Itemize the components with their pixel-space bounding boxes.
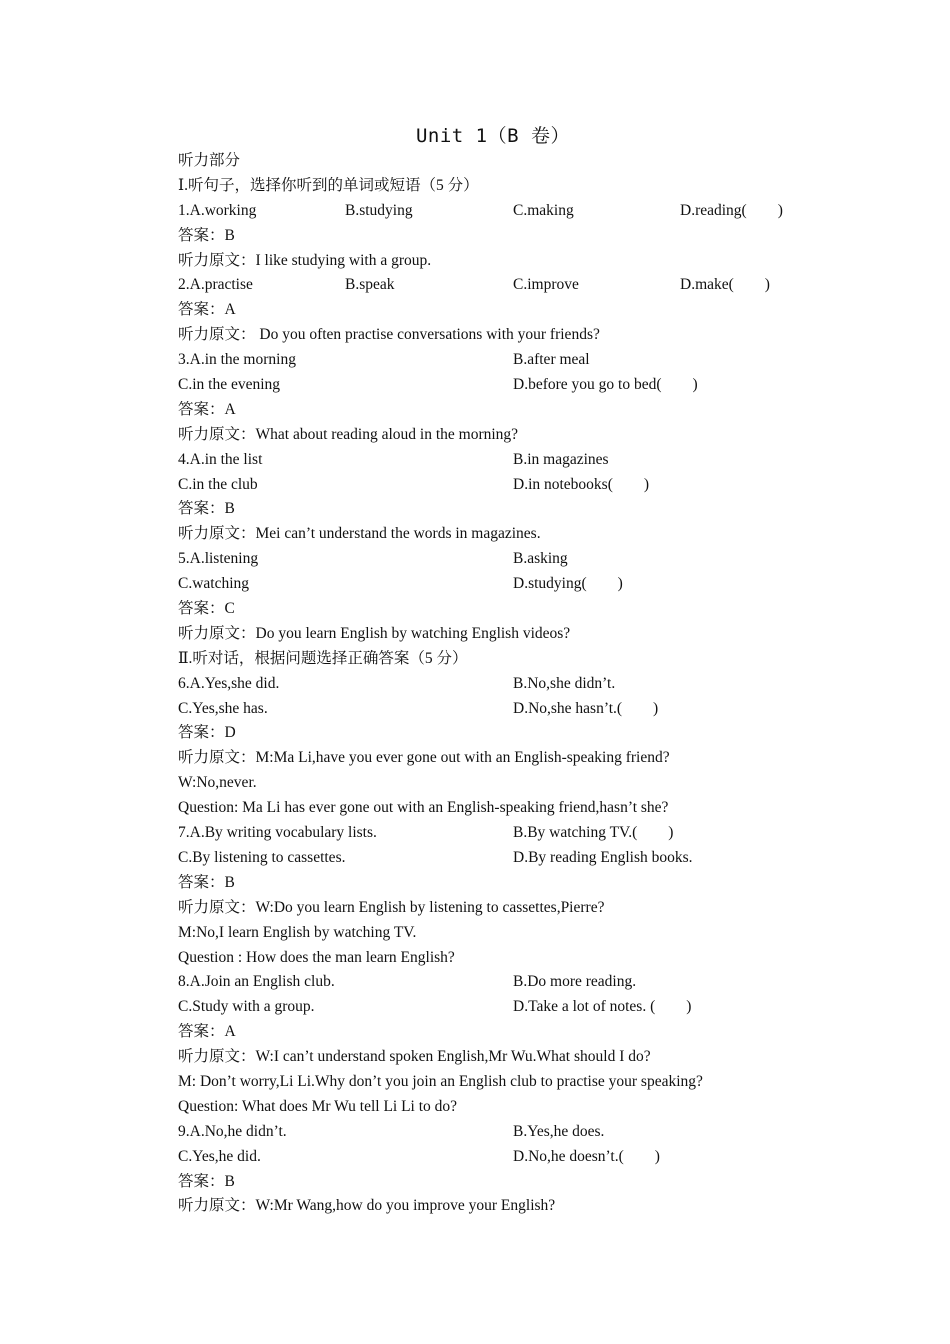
option-text: B.asking (513, 550, 568, 568)
document-line (178, 174, 858, 199)
line-text: 听力原文：W:I can’t understand spoken English,Mr Wu.What should I do? (178, 1048, 651, 1066)
page-title: Unit 1（B 卷） (415, 125, 570, 147)
option-text: 8.A.Join an English club. (178, 973, 335, 991)
document-line (178, 273, 858, 298)
option-text: 4.A.in the list (178, 450, 263, 468)
option-text: 3.A.in the morning (178, 351, 296, 369)
document-line (178, 1045, 858, 1070)
document-line (178, 921, 858, 946)
option-text: 6.A.Yes,she did. (178, 674, 280, 692)
document-line (178, 721, 858, 746)
document-line (178, 398, 858, 423)
line-text: 答案：B (178, 500, 235, 518)
document-line (178, 970, 858, 995)
line-text: Question: What does Mr Wu tell Li Li to do? (178, 1097, 458, 1115)
document-line (178, 448, 858, 473)
document-line (178, 597, 858, 622)
document-line (178, 1020, 858, 1045)
option-text: D.studying( ) (513, 575, 623, 593)
document-line (178, 1194, 858, 1219)
line-text: W:No,never. (178, 774, 257, 792)
option-text: C.in the club (178, 475, 258, 493)
option-text: B.Yes,he does. (513, 1122, 605, 1140)
option-text: 2.A.practise (178, 276, 253, 294)
option-text: D.No,he doesn’t.( ) (513, 1147, 660, 1165)
option-text: 9.A.No,he didn’t. (178, 1122, 287, 1140)
document-line (178, 224, 858, 249)
line-text: 听力原文：M:Ma Li,have you ever gone out with an English-speaking friend? (178, 749, 670, 767)
document-line (178, 647, 858, 672)
line-text: 听力部分 (178, 152, 241, 169)
line-text: 答案：A (178, 400, 236, 418)
line-text: 听力原文：Mei can’t understand the words in magazines. (178, 525, 541, 543)
document-line (178, 373, 858, 398)
option-text: C.Yes,he did. (178, 1147, 261, 1165)
line-text: 答案：B (178, 226, 235, 244)
document-line (178, 1170, 858, 1195)
line-text: Question : How does the man learn English? (178, 948, 455, 966)
document-line (178, 1095, 858, 1120)
document-line (178, 1070, 858, 1095)
option-text: D.make( ) (680, 276, 770, 294)
line-text: 听力原文：W:Mr Wang,how do you improve your English? (178, 1197, 556, 1215)
document-line (178, 1120, 858, 1145)
document-line (178, 149, 858, 174)
option-text: C.in the evening (178, 376, 281, 394)
option-text: B.after meal (513, 351, 590, 369)
option-text: C.Study with a group. (178, 998, 315, 1016)
document-line (178, 348, 858, 373)
line-text: 听力原文：Do you learn English by watching English videos? (178, 624, 571, 642)
document-line (178, 622, 858, 647)
line-text: 听力原文：I like studying with a group. (178, 251, 432, 269)
option-text: D.Take a lot of notes. ( ) (513, 998, 692, 1016)
document-line (178, 771, 858, 796)
option-text: 1.A.working (178, 201, 257, 219)
document-line (178, 423, 858, 448)
line-text: 答案：C (178, 600, 235, 618)
document-body (178, 149, 858, 1219)
option-text: B.studying (345, 201, 413, 219)
line-text: 答案：A (178, 301, 236, 319)
document-line (178, 547, 858, 572)
line-text: 听力原文： Do you often practise conversations with your friends? (178, 326, 600, 344)
option-text: B.in magazines (513, 450, 609, 468)
option-text: B.speak (345, 276, 395, 294)
document-line (178, 946, 858, 971)
option-text: D.No,she hasn’t.( ) (513, 699, 659, 717)
line-text: 答案：B (178, 1172, 235, 1190)
document-line (178, 572, 858, 597)
option-text: B.No,she didn’t. (513, 674, 616, 692)
document-line (178, 821, 858, 846)
document-line (178, 896, 858, 921)
document-line (178, 871, 858, 896)
option-text: D.By reading English books. (513, 848, 693, 866)
option-text: C.By listening to cassettes. (178, 848, 346, 866)
option-text: 7.A.By writing vocabulary lists. (178, 824, 377, 842)
option-text: B.By watching TV.( ) (513, 824, 674, 842)
document-line (178, 1145, 858, 1170)
option-text: B.Do more reading. (513, 973, 637, 991)
line-text: Ⅰ.听句子，选择你听到的单词或短语（5 分） (178, 176, 479, 194)
document-line (178, 522, 858, 547)
document-line (178, 796, 858, 821)
line-text: 答案：B (178, 873, 235, 891)
document-line (178, 746, 858, 771)
option-text: D.before you go to bed( ) (513, 376, 698, 394)
document-line (178, 298, 858, 323)
option-text: D.in notebooks( ) (513, 475, 650, 493)
line-text: 答案：D (178, 724, 236, 742)
document-line (178, 323, 858, 348)
line-text: Ⅱ.听对话，根据问题选择正确答案（5 分） (178, 649, 468, 667)
option-text: C.improve (513, 276, 579, 294)
option-text: D.reading( ) (680, 201, 783, 219)
document-line (178, 249, 858, 274)
document-line (178, 672, 858, 697)
option-text: C.making (513, 201, 574, 219)
line-text: Question: Ma Li has ever gone out with an English-speaking friend,hasn’t she? (178, 799, 669, 817)
line-text: M: Don’t worry,Li Li.Why don’t you join an English club to practise your speaking? (178, 1072, 703, 1090)
line-text: 听力原文：W:Do you learn English by listening to cassettes,Pierre? (178, 898, 605, 916)
document-line (178, 995, 858, 1020)
document-line (178, 497, 858, 522)
line-text: 听力原文：What about reading aloud in the morning? (178, 425, 519, 443)
line-text: M:No,I learn English by watching TV. (178, 923, 417, 941)
option-text: 5.A.listening (178, 550, 259, 568)
option-text: C.Yes,she has. (178, 699, 268, 717)
document-line (178, 846, 858, 871)
document-line (178, 697, 858, 722)
option-text: C.watching (178, 575, 250, 593)
document-line (178, 473, 858, 498)
line-text: 答案：A (178, 1023, 236, 1041)
document-line (178, 199, 858, 224)
